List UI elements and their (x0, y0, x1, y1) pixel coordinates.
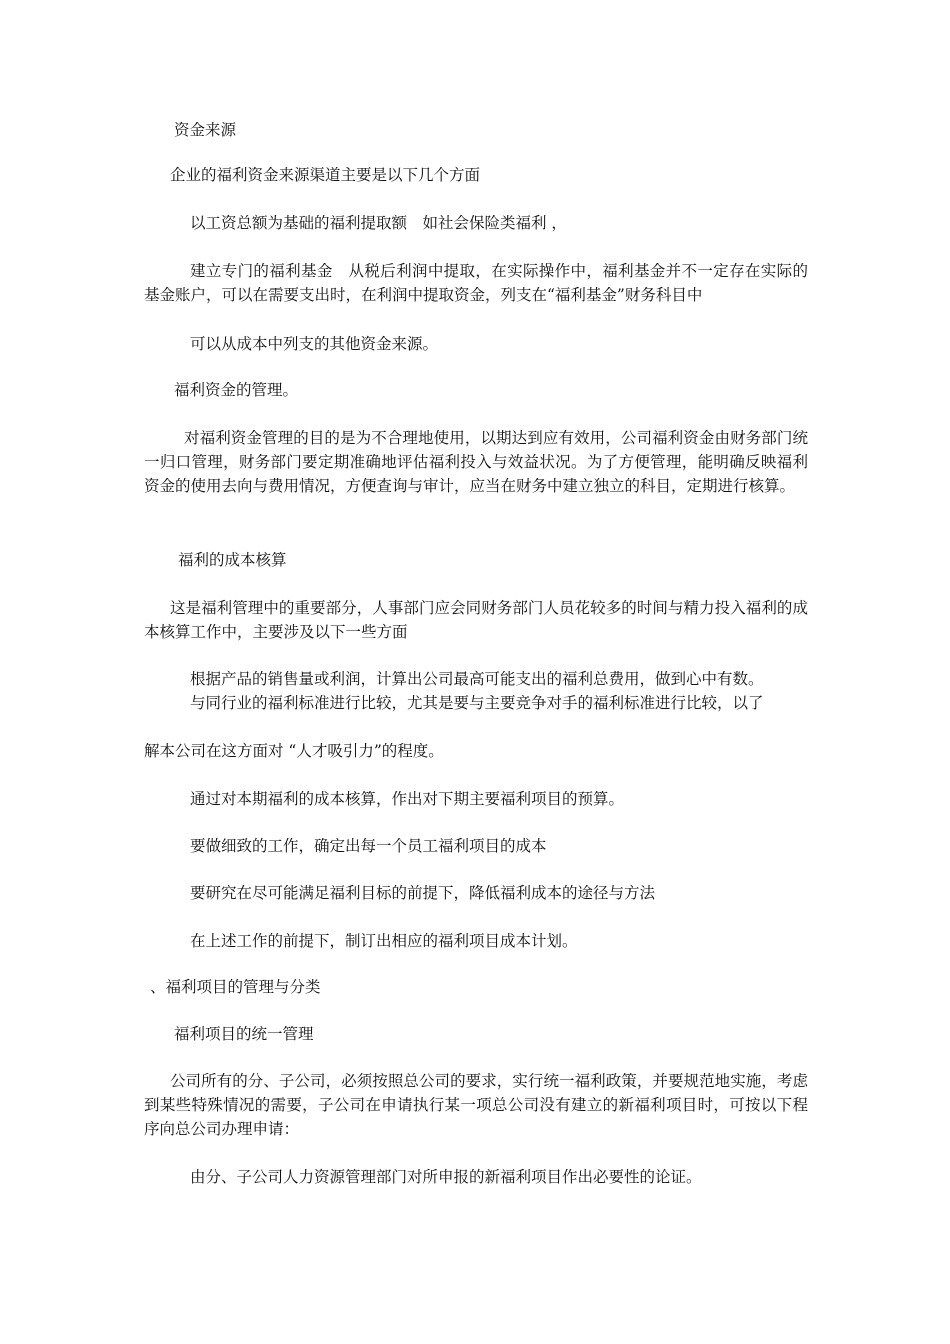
heading-cost-accounting: 福利的成本核算 (178, 551, 287, 569)
heading-unified-management: 福利项目的统一管理 (174, 1025, 314, 1043)
paragraph: 这是福利管理中的重要部分，人事部门应会同财务部门人员花较多的时间与精力投入福利的成本核算工作中，主要涉及以下一些方面 (144, 599, 808, 641)
list-item: 要研究在尽可能满足福利目标的前提下，降低福利成本的途径与方法 (190, 884, 656, 902)
list-item: 以工资总额为基础的福利提取额 如社会保险类福利 ， (190, 214, 567, 232)
heading-welfare-items: 、福利项目的管理与分类 (150, 978, 321, 996)
paragraph: 对福利资金管理的目的是为不合理地使用，以期达到应有效用，公司福利资金由财务部门统一归口管理，财务部门要定期准确地评估福利投入与效益状况。为了方便管理，能明确反映福利资金的使用去向与费用情况，方便查询与审计，应当在财务中建立独立的科目，定期进行核算。 (144, 429, 808, 495)
list-item: 根据产品的销售量或利润，计算出公司最高可能支出的福利总费用，做到心中有数。 (190, 670, 764, 688)
paragraph: 企业的福利资金来源渠道主要是以下几个方面 (170, 166, 481, 184)
paragraph-continuation: 解本公司在这方面对 “人才吸引力”的程度。 (144, 742, 444, 760)
list-item: 建立专门的福利基金 从税后利润中提取，在实际操作中，福利基金并不一定存在实际的基金账户，可以在需要支出时，在利润中提取资金，列支在“福利基金”财务科目中 (144, 262, 808, 304)
list-item: 通过对本期福利的成本核算，作出对下期主要福利项目的预算。 (190, 790, 625, 808)
heading-fund-source: 资金来源 (174, 121, 237, 139)
list-item: 在上述工作的前提下，制订出相应的福利项目成本计划。 (190, 932, 578, 950)
list-item: 要做细致的工作，确定出每一个员工福利项目的成本 (190, 837, 547, 855)
heading-fund-management: 福利资金的管理。 (174, 381, 299, 399)
list-item: 由分、子公司人力资源管理部门对所申报的新福利项目作出必要性的论证。 (190, 1168, 702, 1186)
list-item: 可以从成本中列支的其他资金来源。 (190, 335, 439, 353)
list-item: 与同行业的福利标准进行比较，尤其是要与主要竞争对手的福利标准进行比较，以了 (190, 694, 764, 712)
paragraph: 公司所有的分、子公司，必须按照总公司的要求，实行统一福利政策，并要规范地实施，考虑到某些特殊情况的需要，子公司在申请执行某一项总公司没有建立的新福利项目时，可按以下程序向总公司办理申请： (144, 1072, 808, 1138)
